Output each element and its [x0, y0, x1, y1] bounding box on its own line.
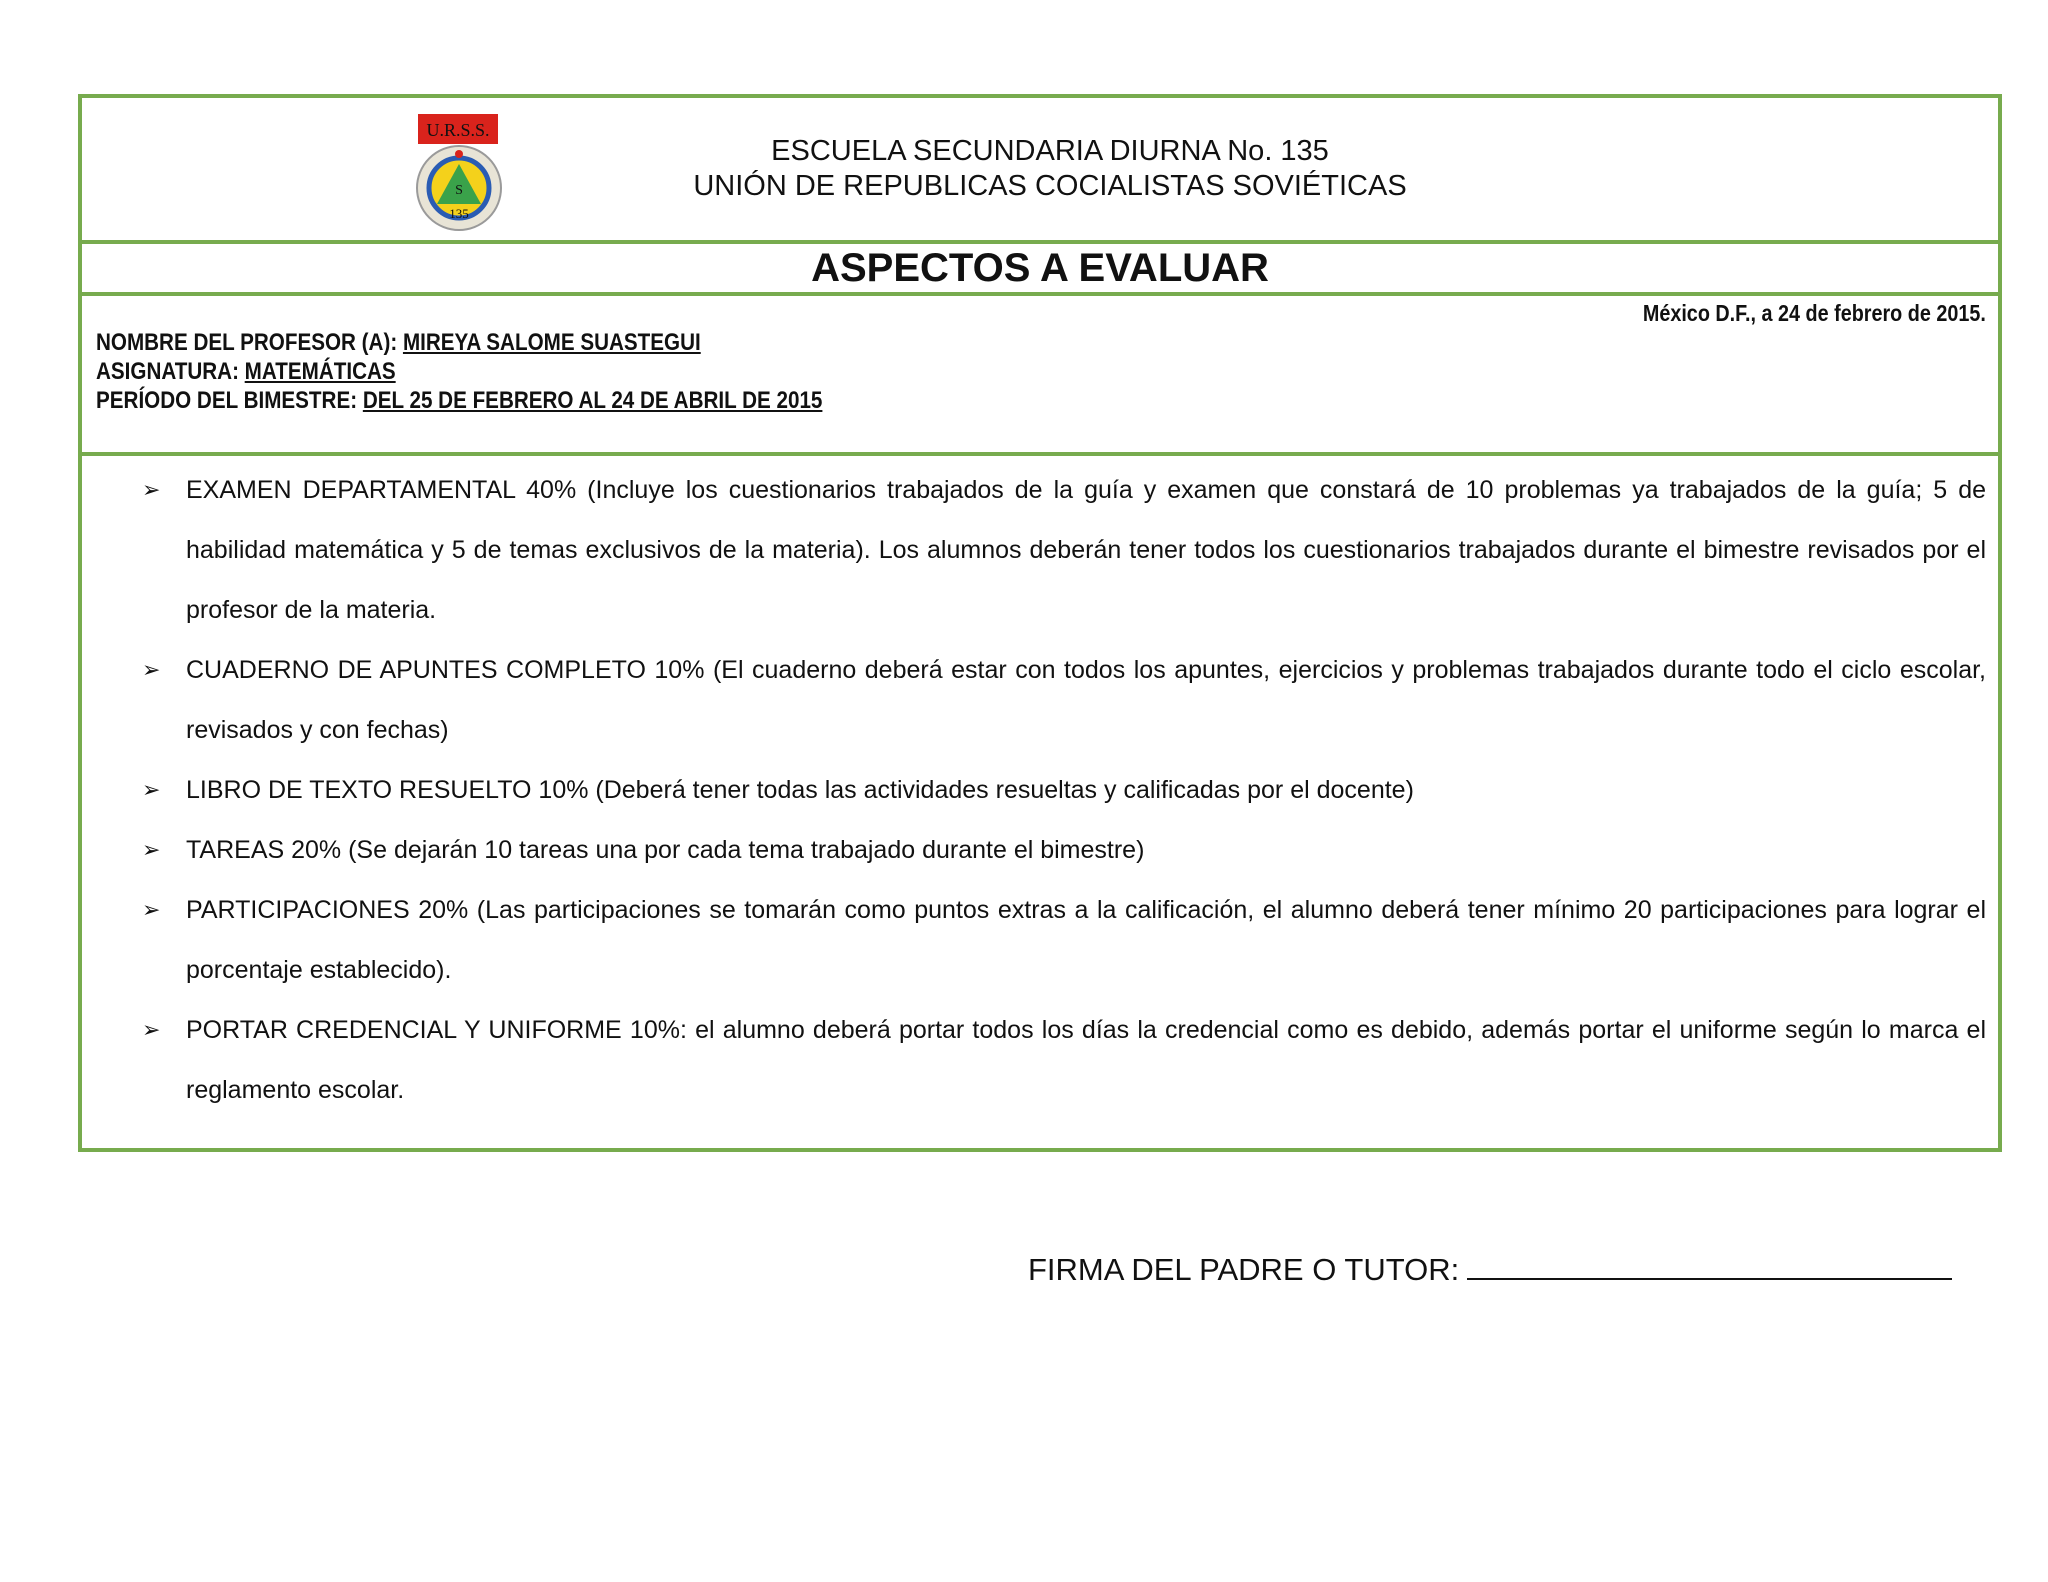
list-item	[142, 880, 1986, 1000]
arrow-bullet-icon: ➢	[142, 837, 161, 862]
subject-name: MATEMÁTICAS	[244, 358, 396, 385]
info-section	[82, 296, 1998, 456]
teacher-name: MIREYA SALOME SUASTEGUI	[402, 329, 701, 356]
list-item	[142, 1000, 1986, 1120]
school-union-name: UNIÓN DE REPUBLICAS COCIALISTAS SOVIÉTICAS	[693, 170, 1407, 202]
document-title: ASPECTOS A EVALUAR	[82, 244, 1998, 296]
list-item	[142, 460, 1986, 640]
arrow-bullet-icon: ➢	[142, 897, 161, 922]
subject-row	[96, 357, 822, 386]
svg-text:U.R.S.S.: U.R.S.S.	[426, 120, 490, 140]
arrow-bullet-icon: ➢	[142, 1017, 161, 1042]
aspect-text: PORTAR CREDENCIAL Y UNIFORME 10%: el alumno deberá portar todos los días la credencial como es debido, además portar el uniforme según lo marca el reglamento escolar.	[186, 1016, 1986, 1104]
list-item	[142, 760, 1986, 820]
signature-row	[1028, 1248, 1952, 1288]
arrow-bullet-icon: ➢	[142, 657, 161, 682]
aspect-text: EXAMEN DEPARTAMENTAL 40% (Incluye los cuestionarios trabajados de la guía y examen que constará de 10 problemas ya trabajados de la guía; 5 de habilidad matemática y 5 de temas exclusivos de la materia). Los alumnos deberán tener todos los cuestionarios trabajados durante el bimestre revisados por el profesor de la materia.	[186, 476, 1986, 624]
teacher-label: NOMBRE DEL PROFESOR (A):	[96, 329, 398, 356]
aspect-text: LIBRO DE TEXTO RESUELTO 10% (Deberá tener todas las actividades resueltas y calificadas por el docente)	[186, 776, 1414, 804]
teacher-row	[96, 328, 822, 357]
list-item	[142, 820, 1986, 880]
aspects-list	[82, 460, 1998, 1120]
svg-text:135: 135	[449, 206, 469, 221]
period-value: DEL 25 DE FEBRERO AL 24 DE ABRIL DE 2015	[362, 387, 823, 414]
arrow-bullet-icon: ➢	[142, 477, 161, 502]
list-item	[142, 640, 1986, 760]
evaluation-frame	[78, 94, 2002, 1152]
period-row	[96, 386, 822, 415]
signature-line[interactable]	[1467, 1248, 1952, 1280]
subject-label: ASIGNATURA:	[96, 358, 239, 385]
aspect-text: TAREAS 20% (Se dejarán 10 tareas una por cada tema trabajado durante el bimestre)	[186, 836, 1145, 864]
svg-text:S: S	[455, 183, 463, 198]
school-name: ESCUELA SECUNDARIA DIURNA No. 135	[771, 135, 1329, 167]
aspect-text: PARTICIPACIONES 20% (Las participaciones se tomarán como puntos extras a la calificación, el alumno deberá tener mínimo 20 participaciones para lograr el porcentaje establecido).	[186, 896, 1986, 984]
signature-label: FIRMA DEL PADRE O TUTOR:	[1028, 1252, 1460, 1287]
period-label: PERÍODO DEL BIMESTRE:	[96, 387, 358, 414]
arrow-bullet-icon: ➢	[142, 777, 161, 802]
school-header	[82, 98, 1998, 244]
document-date: México D.F., a 24 de febrero de 2015.	[1642, 300, 1986, 326]
aspect-text: CUADERNO DE APUNTES COMPLETO 10% (El cuaderno deberá estar con todos los apuntes, ejercicios y problemas trabajados durante todo el ciclo escolar, revisados y con fechas)	[186, 656, 1986, 744]
